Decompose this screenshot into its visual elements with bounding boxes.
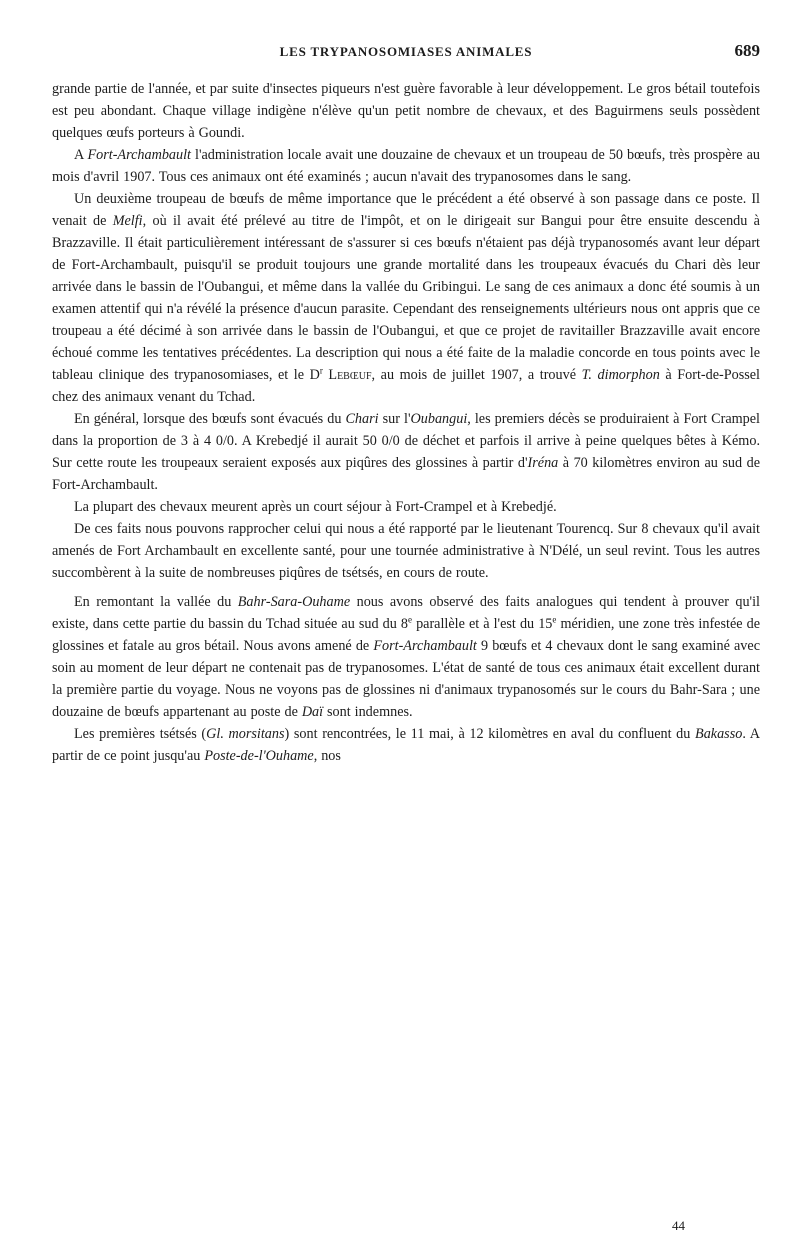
text-run: Gl. morsitans <box>206 726 285 742</box>
text-run: Iréna <box>527 455 559 471</box>
text-run: , au mois de juillet 1907, a trouvé <box>371 367 582 383</box>
text-run: , nos <box>313 748 341 764</box>
text-run: A <box>74 147 88 163</box>
text-run: Fort-Archambault <box>87 147 191 163</box>
page <box>52 41 761 767</box>
body-text <box>52 78 760 767</box>
paragraph-p4 <box>52 408 760 496</box>
text-run: Bahr-Sara-Ouhame <box>237 594 351 610</box>
text-run: sont indemnes. <box>323 704 413 720</box>
text-run: Chari <box>345 411 379 427</box>
text-run: Melfi <box>112 213 143 229</box>
paragraph-p6 <box>52 518 760 584</box>
paragraph-p7 <box>52 591 760 723</box>
text-run: Daï <box>301 704 324 720</box>
text-run: T. dimorphon <box>581 367 660 383</box>
text-run: l'administration locale avait une douzaine de chevaux et un troupeau de 50 bœufs, très prospère au mois d'avril 1907. Tous ces animaux ont été examinés ; aucun n'avait des trypanosomes dans le sang. <box>52 147 760 185</box>
text-run: Poste-de-l'Ouhame <box>204 748 314 764</box>
text-run: Fort-Archambault <box>373 638 477 654</box>
text-run: grande partie de l'année, et par suite d'insectes piqueurs n'est guère favorable à leur développement. Le gros bétail toutefois est peu abondant. Chaque village indigène n'élève qu'un petit nombre de chevaux, et des Baguirmens seuls possèdent quelques œufs porteurs à Goundi. <box>52 81 760 141</box>
text-run: La plupart des chevaux meurent après un court séjour à Fort-Crampel et à Krebedjé. <box>74 499 557 515</box>
text-run: . A partir de ce point jusqu'au <box>52 726 760 764</box>
text-run: Bakasso <box>695 726 743 742</box>
text-run: En général, lorsque des bœufs sont évacués du <box>74 411 346 427</box>
text-run: nous avons observé des faits analogues qui tendent à prouver qu'il existe, dans cette partie du bassin du Tchad située au sud du 8 <box>52 594 760 632</box>
text-run: Lebœuf <box>328 367 372 383</box>
text-run: e <box>552 614 557 625</box>
text-run: Un deuxième troupeau de bœufs de même importance que le précédent a été observé à son passage dans ce poste. Il venait de <box>52 191 760 229</box>
paragraph-p5 <box>52 496 760 518</box>
text-run: sur l' <box>378 411 411 427</box>
text-run: à 70 kilomètres environ au sud de Fort-Archambault. <box>52 455 760 493</box>
text-run: , où il avait été prélevé au titre de l'impôt, et on le dirigeait sur Bangui pour être ensuite descendu à Brazzaville. Il était particulièrement intéressant de s'assurer si ces bœufs n'étaient pas déjà trypanosomés avant leur départ de Fort-Archambault, puisqu'il se produit toujours une grande mortalité dans les troupeaux évacués du Chari dès leur arrivée dans le bassin de l'Oubangui, et même dans la vallée du Gribingui. Le sang de ces animaux a donc été soumis à un examen attentif qui n'a révélé la présence d'aucun parasite. Cependant des renseignements ultérieurs nous ont appris que ce troupeau a été décimé à son arrivée dans le bassin de l'Oubangui, et que ce projet de ravitailler Brazzaville avait encore échoué comme les tentatives précédentes. La description qui nous a été faite de la maladie concorde en tous points avec le tableau clinique des trypanosomiases, et le D <box>52 213 760 383</box>
paragraph-p1 <box>52 78 760 144</box>
running-title: LES TRYPANOSOMIASES ANIMALES <box>279 44 533 59</box>
text-run: parallèle et à l'est du 15 <box>412 616 553 632</box>
paragraph-p3 <box>52 188 760 408</box>
page-number: 689 <box>734 41 760 60</box>
page-header <box>52 41 760 70</box>
text-run: 9 bœufs et 4 chevaux dont le sang examiné avec soin au moment de leur départ ne contenait pas de trypanosomes. L'état de santé de tous ces animaux était excellent durant la première partie du voyage. Nous ne voyons pas de glossines ni d'animaux trypanosomés sur le cours du Bahr-Sara ; une douzaine de bœufs appartenant au poste de <box>52 638 760 720</box>
text-run: méridien, une zone très infestée de glossines et fatale au gros bétail. Nous avons amené de <box>52 616 760 654</box>
paragraph-p8 <box>52 723 760 767</box>
text-run: ) sont rencontrées, le 11 mai, à 12 kilomètres en aval du confluent du <box>284 726 696 742</box>
text-run: r <box>319 365 323 376</box>
text-run: , les premiers décès se produiraient à Fort Crampel dans la proportion de 3 à 4 0/0. A Krebedjé il aurait 50 0/0 de déchet et parfois il arrive à peine quelques bêtes à Kémo. Sur cette route les troupeaux seraient exposés aux piqûres des glossines à partir d' <box>52 411 760 471</box>
text-run: Les premières tsétsés ( <box>74 726 207 742</box>
text-run: e <box>408 614 412 625</box>
text-run: à Fort-de-Possel chez des animaux venant du Tchad. <box>52 367 761 405</box>
signature-mark: 44 <box>672 1218 685 1233</box>
paragraph-p2 <box>52 144 760 188</box>
text-run: En remontant la vallée du <box>74 594 238 610</box>
text-run: Oubangui <box>410 411 468 427</box>
text-run: De ces faits nous pouvons rapprocher celui qui nous a été rapporté par le lieutenant Tourencq. Sur 8 chevaux qu'il avait amenés de Fort Archambault en excellente santé, pour une tournée administrative à N'Délé, un seul revint. Tous les autres succombèrent à la suite de nombreuses piqûres de tsétsés, en cours de route. <box>52 521 760 581</box>
